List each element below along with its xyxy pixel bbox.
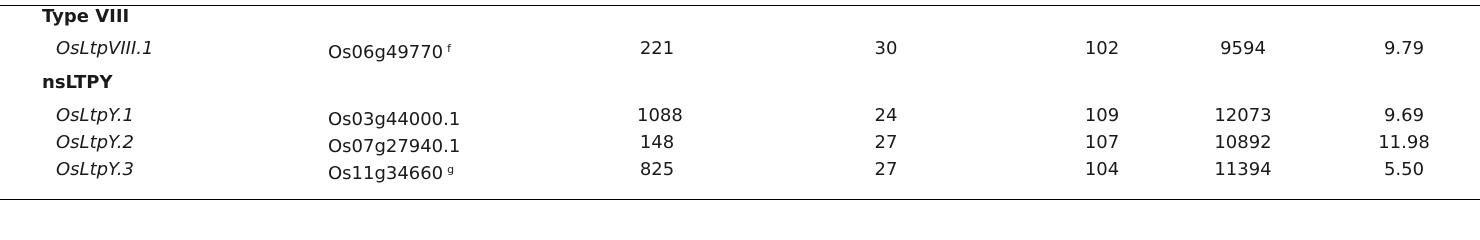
value-col-2: 27 — [874, 159, 898, 180]
value-col-2: 24 — [874, 105, 898, 126]
gene-name: OsLtpY.2 — [56, 132, 134, 153]
value-col-4: 12073 — [1214, 105, 1272, 126]
value-col-1: 221 — [639, 38, 675, 59]
value-col-5: 11.98 — [1378, 132, 1430, 153]
value-col-1: 148 — [639, 132, 675, 153]
value-col-4: 9594 — [1220, 38, 1266, 59]
value-col-3: 109 — [1084, 105, 1120, 126]
section-header-row — [0, 70, 1480, 96]
gene-name: OsLtpY.1 — [56, 105, 134, 126]
locus-id: Os07g27940.1 — [328, 136, 461, 157]
table-row — [0, 157, 1480, 183]
section-header-row — [0, 4, 1480, 30]
table-bottom-rule — [0, 199, 1480, 200]
value-col-4: 10892 — [1214, 132, 1272, 153]
value-col-3: 102 — [1084, 38, 1120, 59]
value-col-5: 5.50 — [1383, 159, 1425, 180]
value-col-3: 104 — [1084, 159, 1120, 180]
footnote-mark: f — [447, 42, 452, 55]
value-col-5: 9.69 — [1383, 105, 1425, 126]
table-row — [0, 36, 1480, 62]
value-col-5: 9.79 — [1383, 38, 1425, 59]
section-title: Type VIII — [42, 6, 130, 27]
value-col-4: 11394 — [1214, 159, 1272, 180]
locus-id: Os11g34660 $^g$ — [328, 163, 455, 184]
table-row — [0, 103, 1480, 129]
table-row — [0, 130, 1480, 156]
gene-name: OsLtpVIII.1 — [56, 38, 154, 59]
value-col-1: 825 — [639, 159, 675, 180]
locus-id: Os06g49770 $^f$ — [328, 42, 452, 63]
gene-name: OsLtpY.3 — [56, 159, 134, 180]
value-col-2: 27 — [874, 132, 898, 153]
section-title: nsLTPY — [42, 72, 113, 93]
value-col-2: 30 — [874, 38, 898, 59]
locus-id: Os03g44000.1 — [328, 109, 461, 130]
value-col-1: 1088 — [637, 105, 683, 126]
footnote-mark: g — [447, 163, 455, 176]
value-col-3: 107 — [1084, 132, 1120, 153]
